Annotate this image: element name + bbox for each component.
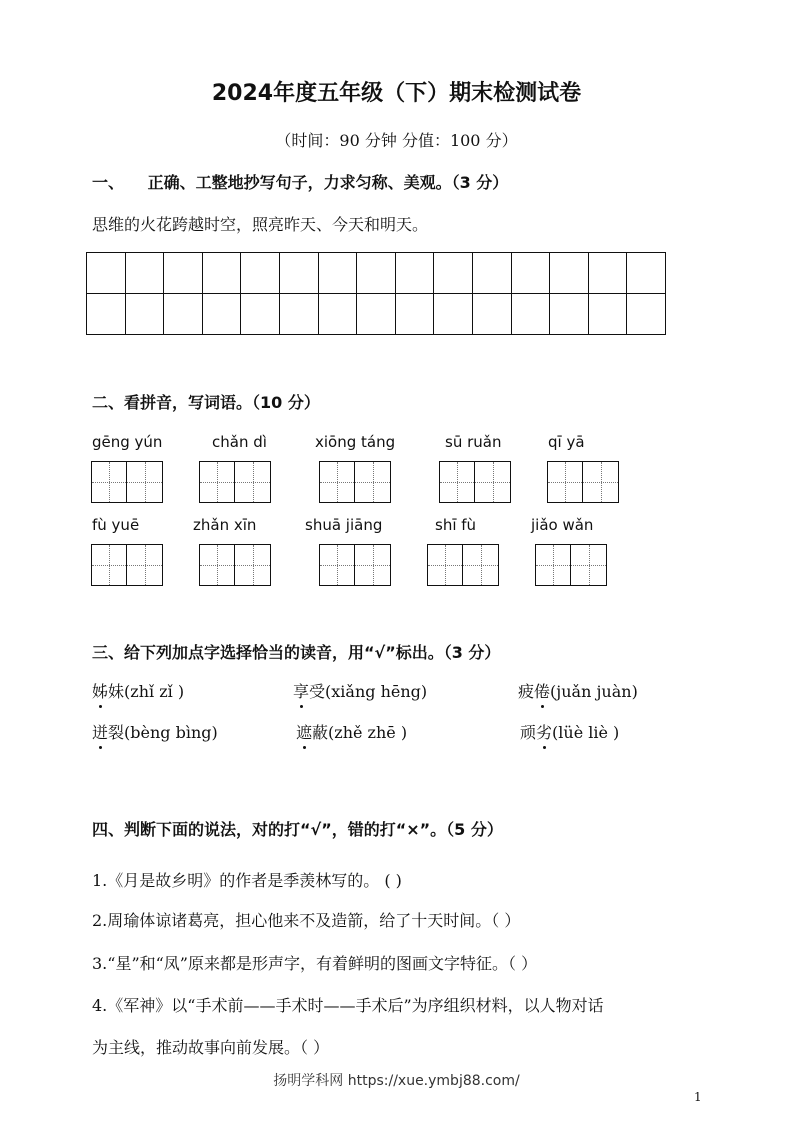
- pronunciation-item[interactable]: [296, 720, 407, 743]
- item-prefix: 疲: [518, 682, 535, 701]
- pinyin-label: zhǎn xīn: [193, 516, 257, 534]
- tianzige-box[interactable]: [535, 544, 607, 586]
- item-options: (lüè liè ): [552, 723, 620, 742]
- dotted-character: 姊: [92, 679, 108, 702]
- copy-sentence: 思维的火花跨越时空，照亮昨天、今天和明天。: [92, 215, 429, 234]
- judgement-item-continued: 为主线，推动故事向前发展。（ ）: [92, 1038, 330, 1057]
- page-number: 1: [694, 1090, 702, 1104]
- grid-row: [87, 253, 666, 294]
- item-options: 受(xiǎng hēng): [309, 682, 428, 701]
- tianzige-box[interactable]: [91, 544, 163, 586]
- pinyin-label: shuā jiāng: [305, 516, 383, 534]
- section-1-heading: [92, 170, 508, 193]
- pinyin-label: jiǎo wǎn: [531, 516, 594, 534]
- pronunciation-item[interactable]: [92, 720, 218, 743]
- item-options: 妹(zhǐ zǐ ): [108, 682, 185, 701]
- section-2-heading: 二、看拼音，写词语。（10 分）: [92, 393, 320, 412]
- tianzige-box[interactable]: [319, 544, 391, 586]
- judgement-item[interactable]: 4.《军神》以“手术前——手术时——手术后”为序组织材料，以人物对话: [92, 996, 604, 1015]
- pronunciation-item[interactable]: [92, 679, 184, 702]
- tianzige-box[interactable]: [199, 544, 271, 586]
- exam-info: （时间：90 分钟 分值：100 分）: [275, 131, 518, 150]
- judgement-item[interactable]: 3.“星”和“凤”原来都是形声字，有着鲜明的图画文字特征。（ ）: [92, 954, 538, 973]
- dotted-character: 遮: [296, 720, 312, 743]
- copy-writing-grid[interactable]: [86, 252, 666, 335]
- grid-row: [87, 294, 666, 335]
- judgement-item[interactable]: 1.《月是故乡明》的作者是季羡林写的。 ( ): [92, 871, 402, 890]
- section-1-number: 一、: [92, 173, 125, 192]
- pinyin-label: chǎn dì: [212, 433, 267, 451]
- tianzige-box[interactable]: [547, 461, 619, 503]
- tianzige-box[interactable]: [427, 544, 499, 586]
- section-4-heading: 四、判断下面的说法，对的打“√”，错的打“×”。（5 分）: [92, 820, 503, 839]
- pinyin-label: fù yuē: [92, 516, 140, 534]
- pinyin-label: xiōng táng: [315, 433, 396, 451]
- pinyin-label: gēng yún: [92, 433, 163, 451]
- pinyin-label: sū ruǎn: [445, 433, 502, 451]
- dotted-character: 迸: [92, 720, 108, 743]
- item-options: 裂(bèng bìng): [108, 723, 218, 742]
- pronunciation-item[interactable]: [293, 679, 427, 702]
- source-footer: 扬明学科网 https://xue.ymbj88.com/: [273, 1073, 520, 1089]
- tianzige-box[interactable]: [199, 461, 271, 503]
- dotted-character: 劣: [536, 720, 552, 743]
- item-options: (juǎn juàn): [550, 682, 638, 701]
- dotted-character: 倦: [534, 679, 550, 702]
- judgement-item[interactable]: 2.周瑜体谅诸葛亮，担心他来不及造箭，给了十天时间。（ ）: [92, 911, 521, 930]
- pinyin-label: shī fù: [435, 516, 477, 534]
- pronunciation-item[interactable]: [520, 720, 619, 743]
- pinyin-label: qī yā: [548, 433, 585, 451]
- tianzige-box[interactable]: [91, 461, 163, 503]
- tianzige-box[interactable]: [319, 461, 391, 503]
- dotted-character: 享: [293, 679, 309, 702]
- item-options: 蔽(zhě zhē ): [312, 723, 408, 742]
- item-prefix: 顽: [520, 723, 537, 742]
- tianzige-box[interactable]: [439, 461, 511, 503]
- pronunciation-item[interactable]: [518, 679, 638, 702]
- page-title: 2024年度五年级（下）期末检测试卷: [211, 81, 582, 106]
- section-3-heading: 三、给下列加点字选择恰当的读音，用“√”标出。（3 分）: [92, 643, 501, 662]
- section-1-title: 正确、工整地抄写句子，力求匀称、美观。（3 分）: [147, 173, 509, 192]
